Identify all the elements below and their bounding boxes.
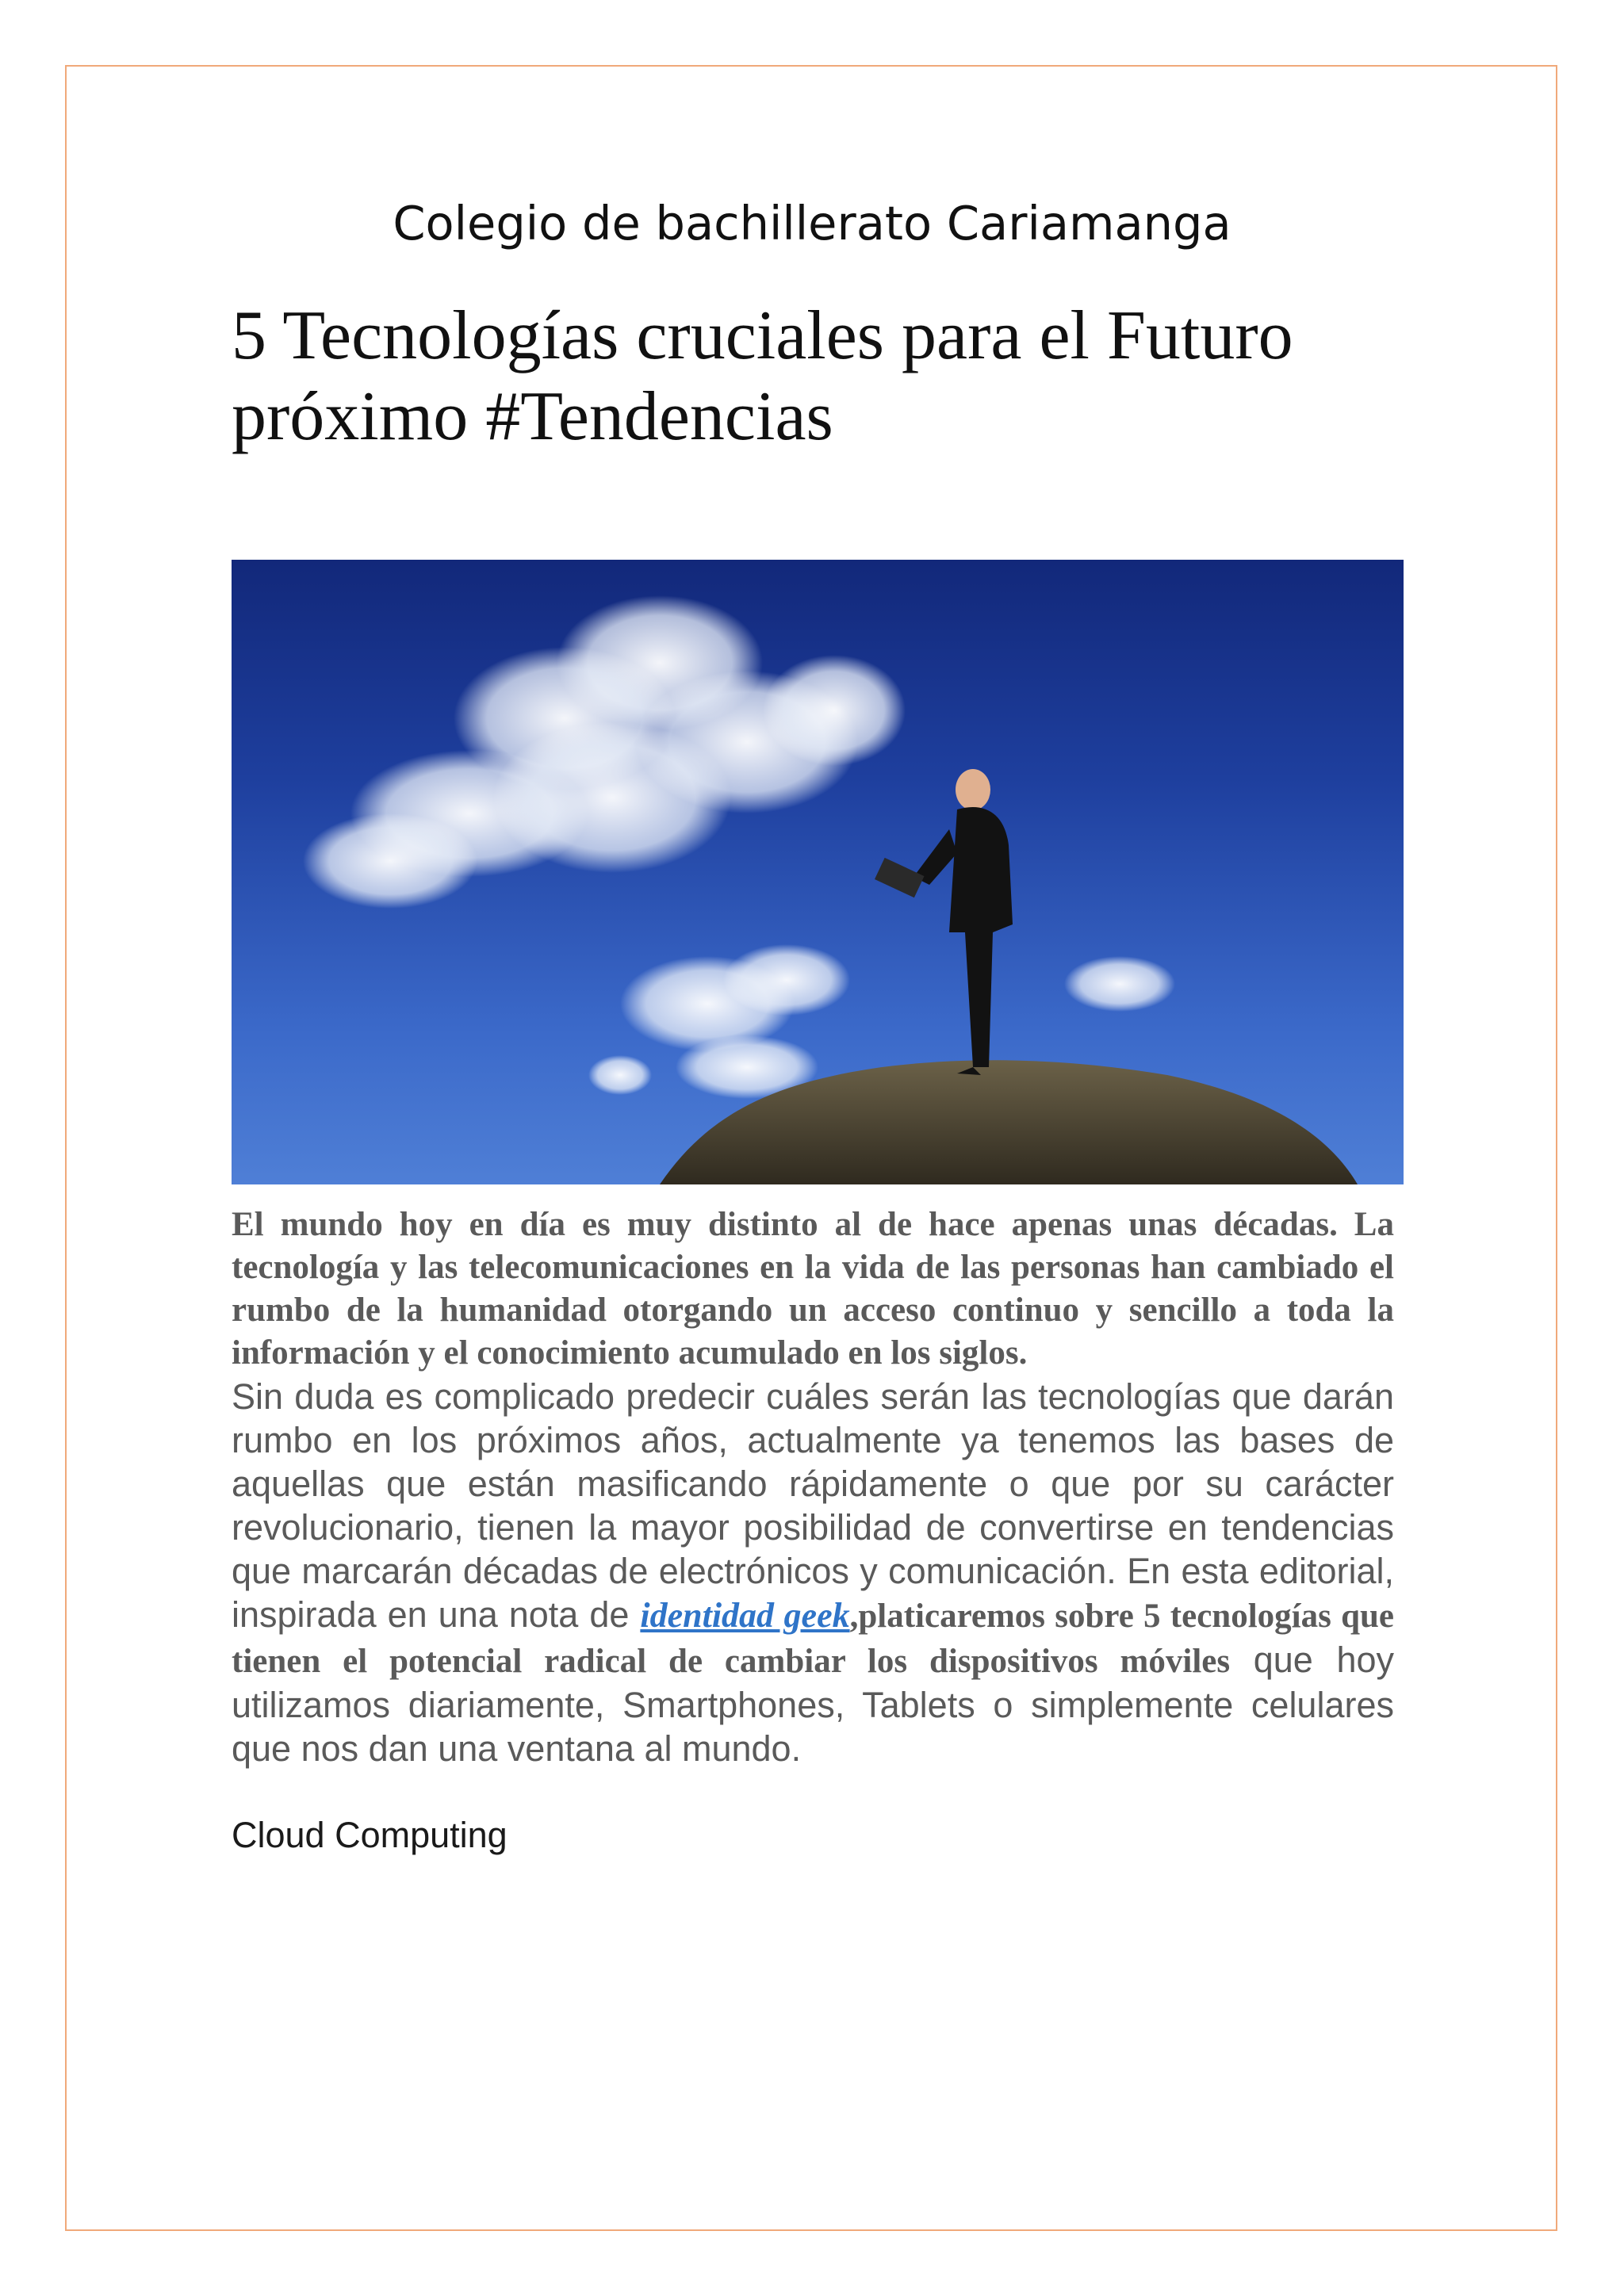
body-end-text: que hoy utilizamos diariamente, Smartphones, Tablets o simplemente celulares que nos dan una ventana al mundo. bbox=[232, 1640, 1395, 1769]
identidad-geek-link[interactable]: identidad geek bbox=[640, 1596, 850, 1635]
body-start-text: Sin duda es complicado predecir cuáles serán las tecnologías que darán rumbo en los próximos años, actualmente ya tenemos las bases de aquellas que están masificando rápidamente o que por su carácter revolucionario, tienen la mayor posibilidad de convertirse en tendencias que marcarán décadas de electrónicos y comunicación. En esta editorial, inspirada en una nota de bbox=[232, 1376, 1394, 1635]
large-cloud bbox=[303, 595, 906, 909]
title-line-2: próximo #Tendencias bbox=[232, 378, 833, 456]
school-name: Colegio de bachillerato Cariamanga bbox=[393, 196, 1231, 251]
comma: , bbox=[849, 1598, 859, 1635]
article-title bbox=[232, 296, 1405, 457]
hero-image bbox=[232, 560, 1404, 1184]
article-body bbox=[232, 1203, 1394, 1857]
main-paragraph bbox=[232, 1375, 1394, 1770]
bold-phrase: platicaremos sobre 5 tecnologías que tienen el potencial radical de cambiar los dispositivos móviles bbox=[232, 1598, 1394, 1680]
intro-paragraph: El mundo hoy en día es muy distinto al de hace apenas unas décadas. La tecnología y las telecomunicaciones en la vida de las personas han cambiado el rumbo de la humanidad otorgando un acceso continuo y sencillo a toda la información y el conocimiento acumulado en los siglos. bbox=[232, 1206, 1394, 1372]
title-line-1: 5 Tecnologías cruciales para el Futuro bbox=[232, 297, 1293, 374]
section-heading-cloud-computing: Cloud Computing bbox=[232, 1815, 508, 1855]
hero-photo-man-on-rock bbox=[232, 560, 1404, 1184]
man-silhouette bbox=[875, 769, 1013, 1075]
